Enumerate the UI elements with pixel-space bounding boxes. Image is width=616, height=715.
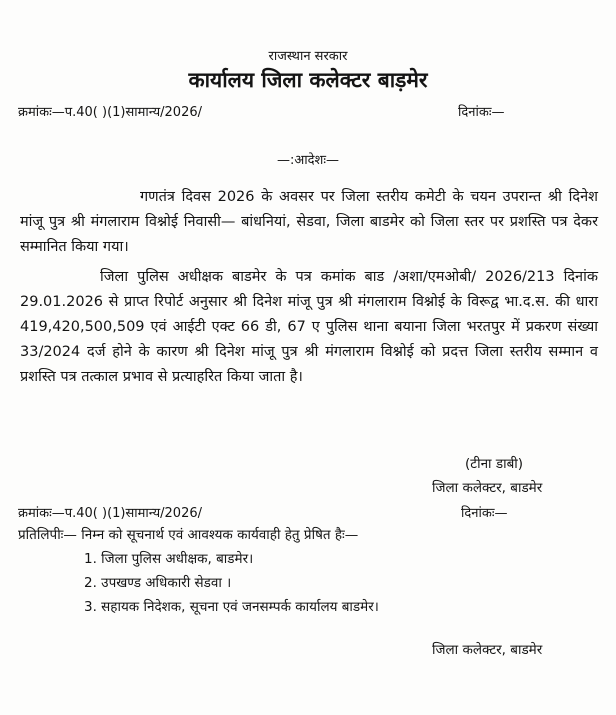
- signatory-designation: जिला कलेक्टर, बाडमेर: [432, 480, 543, 496]
- order-paragraph-2: जिला पुलिस अधीक्षक बाडमेर के पत्र कमांक बाड /अशा/एमओबी/ 2026/213 दिनांक 29.01.2026 से प्राप्त रिपोर्ट अनुसार श्री दिनेश मांजू पुत्र श्री मंगलाराम विश्नोई के विरूद्व भा.द.स. की धारा 419,420,500,509 एवं आईटी एक्ट 66 डी, 67 ए पुलिस थाना बयाना जिला भरतपुर में प्रकरण संख्या 33/2024 दर्ज होने के कारण श्री दिनेश मांजू पुत्र श्री मंगलाराम विश्नोई को प्रदत्त जिला स्तरीय सम्मान व प्रशस्ति पत्र तत्काल प्रभाव से प्रत्याहरित किया जाता है।: [20, 269, 598, 385]
- reference-number: क्रमांकः—प.40( )(1)सामान्य/2026/: [18, 105, 202, 120]
- date-label: दिनांकः—: [458, 105, 505, 120]
- copy-heading: प्रतिलिपीः— निम्न को सूचनार्थ एवं आवश्यक कार्यवाही हेतु प्रेषित हैः—: [18, 527, 359, 543]
- order-paragraph-1: गणतंत्र दिवस 2026 के अवसर पर जिला स्तरीय कमेटी के चयन उपरान्त श्री दिनेश मांजू पुत्र श्री मंगलाराम विश्नोई निवासी— बांधनियां, सेडवा, जिला बाडमेर को जिला स्तर पर प्रशस्ति पत्र देकर सम्मानित किया गया।: [20, 189, 598, 255]
- copy-recipient-1: 1. जिला पुलिस अधीक्षक, बाडमेर।: [84, 551, 254, 567]
- government-name: राजस्थान सरकार: [268, 49, 348, 64]
- office-title: कार्यालय जिला कलेक्टर बाड़मेर: [188, 68, 428, 92]
- signatory-name: (टीना डाबी): [465, 456, 524, 472]
- footer-signatory-designation: जिला कलेक्टर, बाडमेर: [432, 642, 543, 658]
- order-title: —:आदेशः—: [276, 153, 340, 168]
- copy-date-label: दिनांकः—: [461, 506, 508, 521]
- copy-recipient-3: 3. सहायक निदेशक, सूचना एवं जनसम्पर्क कार्यालय बाडमेर।: [84, 599, 379, 615]
- copy-reference-number: क्रमांकः—प.40( )(1)सामान्य/2026/: [18, 506, 202, 521]
- copy-recipient-2: 2. उपखण्ड अधिकारी सेडवा ।: [84, 575, 232, 591]
